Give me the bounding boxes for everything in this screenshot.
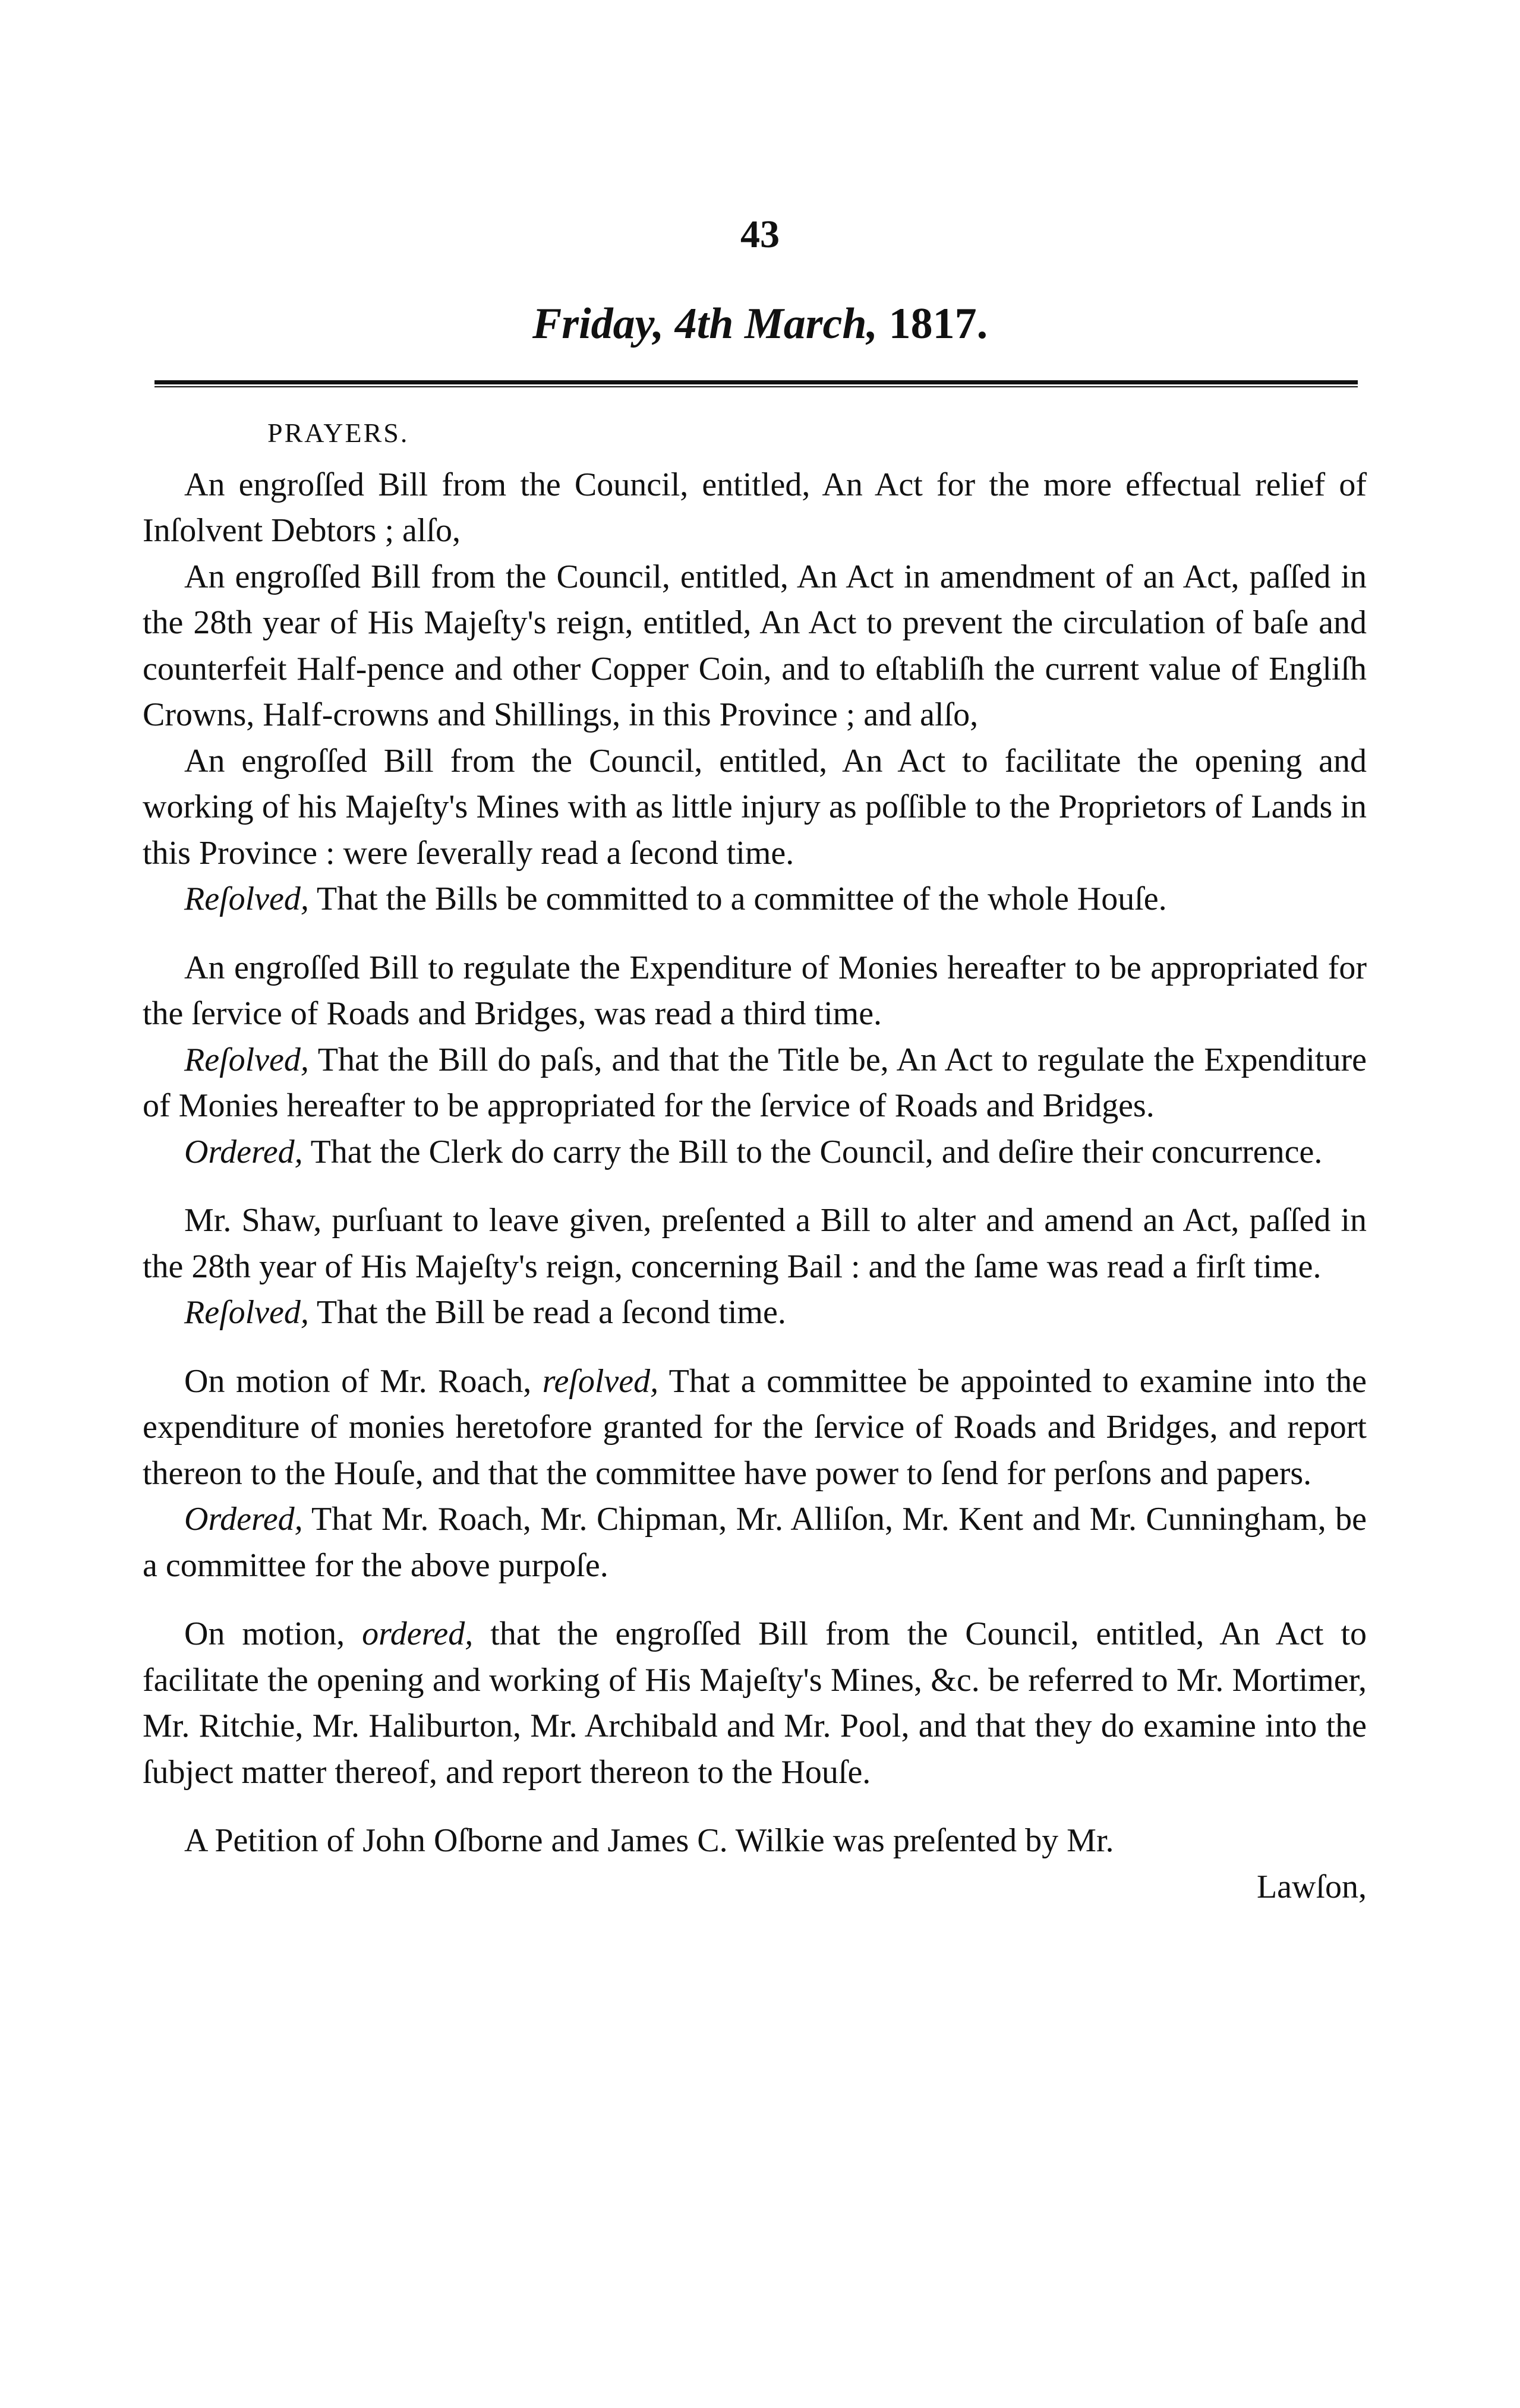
paragraph-4 [143,876,1367,923]
paragraph-12-intro: On motion, [184,1615,345,1652]
paragraph-12-text: that the engroſſed Bill from the Council, entitled, An Act to facilitate the opening and working of His Majeſty's Mines, &c. be referred to Mr. Mortimer, Mr. Ritchie, Mr. Haliburton, Mr. Archibald and Mr. Pool, and that they do examine into the ſubject matter thereof, and report thereon to the Houſe. [143,1615,1367,1791]
page-number: 43 [740,213,780,256]
paragraph-2: An engroſſed Bill from the Council, entitled, An Act in amendment of an Act, paſſed in the 28th year of His Majeſty's reign, entitled, An Act to prevent the circulation of baſe and counterfeit Half-pence and other Copper Coin, and to eſtabliſh the current value of Engliſh Crowns, Half-crowns and Shillings, in this Province ; and alſo, [143,558,1367,733]
paragraph-7 [143,1129,1367,1176]
paragraph-8: Mr. Shaw, purſuant to leave given, preſented a Bill to alter and amend an Act, paſſed in the 28th year of His Majeſty's reign, concerning Bail : and the ſame was read a firſt time. [143,1202,1367,1285]
ordered-lead: ordered, [362,1615,474,1652]
ordered-lead: Ordered, [184,1133,303,1170]
date-year: 1817. [888,299,988,348]
paragraph-6 [143,1037,1367,1129]
resolved-lead: reſolved, [542,1362,659,1400]
paragraph-10 [143,1359,1367,1497]
paragraph-4-text: That the Bills be committed to a committee of the whole Houſe. [316,880,1167,917]
paragraph-6-text: That the Bill do paſs, and that the Title be, An Act to regulate the Expenditure of Monies hereafter to be appropriated for the ſervice of Roads and Bridges. [143,1041,1367,1124]
paragraph-5: An engroſſed Bill to regulate the Expenditure of Monies hereafter to be appropriated for the ſervice of Roads and Bridges, was read a third time. [143,949,1367,1032]
paragraph-10-intro: On motion of Mr. Roach, [184,1362,532,1400]
paragraph-11-text: That Mr. Roach, Mr. Chipman, Mr. Alliſon, Mr. Kent and Mr. Cunningham, be a committee for the above purpoſe. [143,1501,1367,1584]
paragraph-9-text: That the Bill be read a ſecond time. [316,1294,786,1331]
paragraph-13: A Petition of John Oſborne and James C. Wilkie was preſented by Mr. [184,1822,1114,1859]
paragraph-3: An engroſſed Bill from the Council, entitled, An Act to facilitate the opening and working of his Majeſty's Mines with as little injury as poſſible to the Proprietors of Lands in this Province : were ſeverally read a ſecond time. [143,742,1367,872]
date-day-month: 4th March, [674,299,878,348]
paragraph-9 [143,1290,1367,1336]
ordered-lead: Ordered, [184,1501,303,1538]
journal-body [143,410,1367,1910]
heading-rule [154,380,1358,387]
catchword: Lawſon, [1256,1868,1367,1905]
paragraph-1: An engroſſed Bill from the Council, entitled, An Act for the more effectual relief of Inſolvent Debtors ; alſo, [143,466,1367,549]
resolved-lead: Reſolved, [184,1041,309,1078]
paragraph-12 [143,1611,1367,1795]
paragraph-11 [143,1497,1367,1589]
paragraph-10-text: That a committee be appointed to examine into the expenditure of monies heretofore granted for the ſervice of Roads and Bridges, and report thereon to the Houſe, and that the committee have power to ſend for perſons and papers. [143,1362,1367,1492]
prayers-line: PRAYERS. [267,418,409,448]
date-weekday: Friday, [532,299,664,348]
resolved-lead: Reſolved, [184,1294,309,1331]
resolved-lead: Reſolved, [184,880,309,917]
date-heading [0,297,1520,351]
paragraph-7-text: That the Clerk do carry the Bill to the Council, and deſire their concurrence. [310,1133,1323,1170]
